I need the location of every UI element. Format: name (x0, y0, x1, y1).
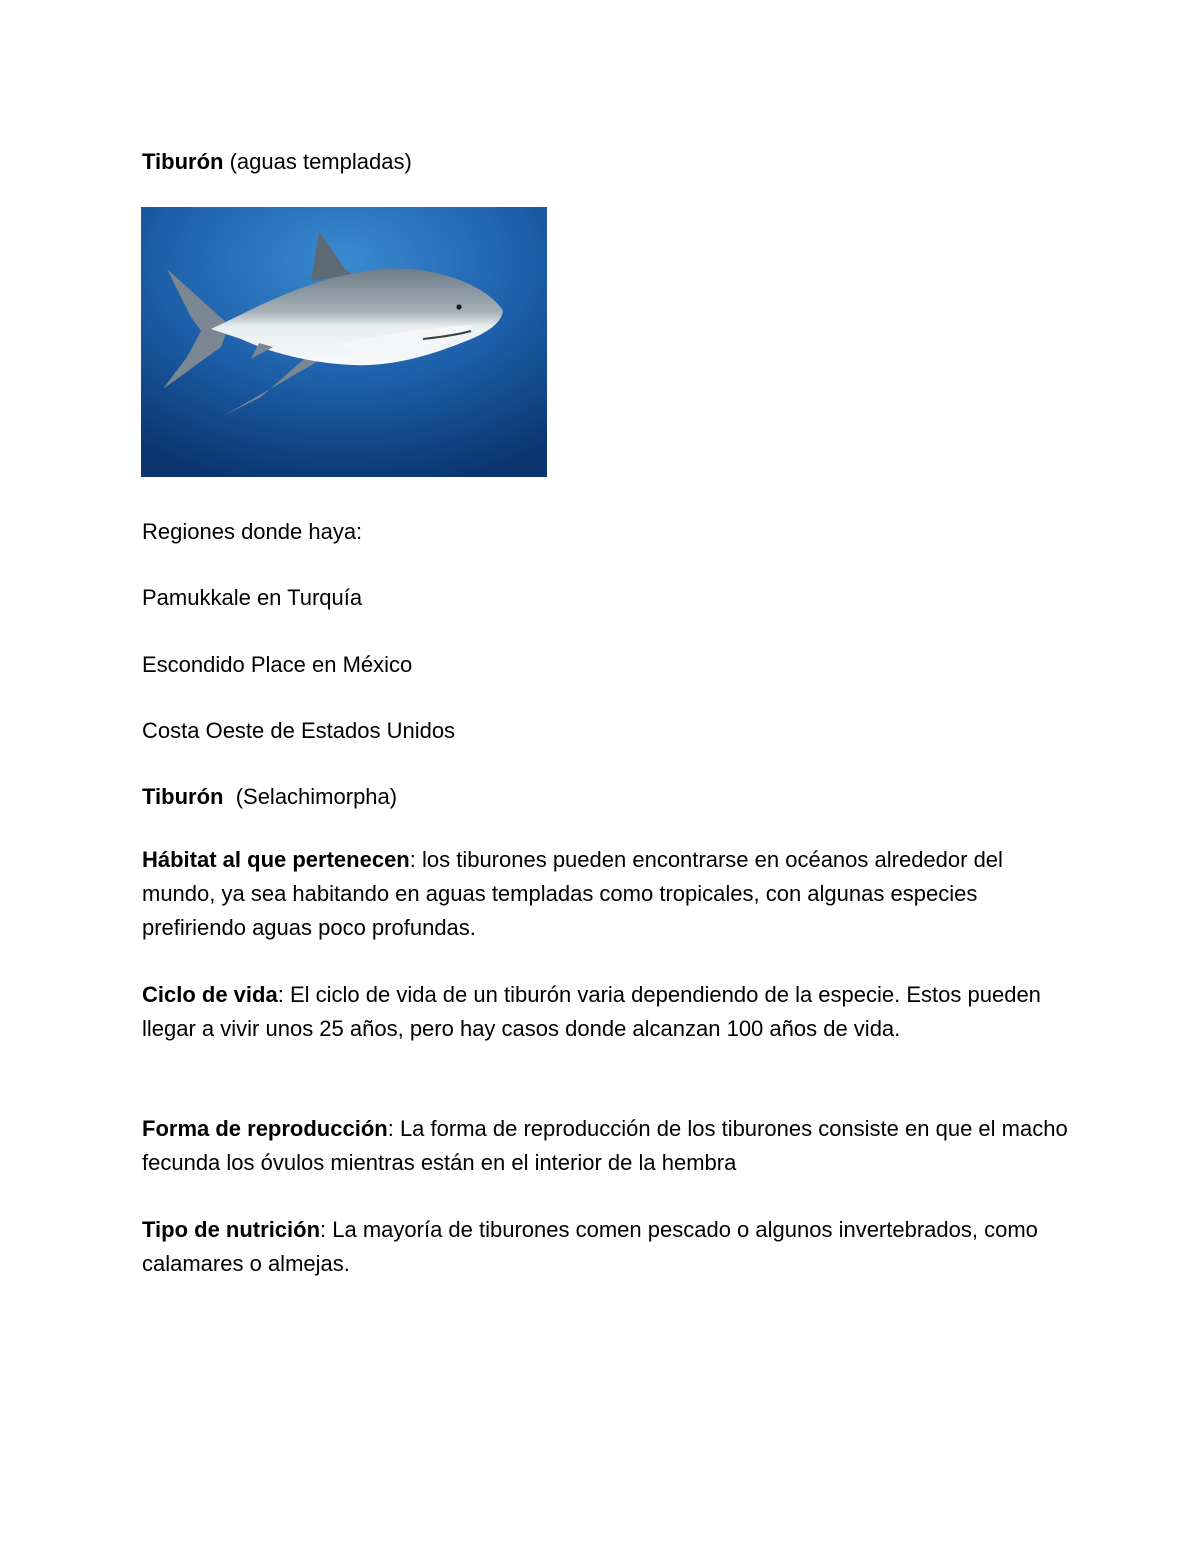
shark-photo (141, 207, 547, 477)
region-item: Costa Oeste de Estados Unidos (142, 718, 456, 743)
title-rest: (aguas templadas) (223, 149, 412, 174)
species-heading (142, 780, 397, 813)
species-rest: (Selachimorpha) (223, 784, 398, 809)
section-text: : los tiburones pueden encontrarse en océanos alrededor del mundo, ya sea habitando en aguas templadas como tropicales, con algunas especies prefiriendo aguas poco profundas. (142, 847, 1003, 940)
section-label: Tipo de nutrición (142, 1217, 321, 1242)
section-text: : La mayoría de tiburones comen pescado o algunos invertebrados, como calamares o almejas. (142, 1217, 1038, 1276)
section-habitat (142, 843, 1072, 945)
title-heading (142, 145, 412, 178)
region-item: Pamukkale en Turquía (142, 585, 363, 610)
species-bold: Tiburón (142, 784, 224, 809)
section-reproduction (142, 1112, 1072, 1180)
section-text: : La forma de reproducción de los tiburones consiste en que el macho fecunda los óvulos mientras están en el interior de la hembra (142, 1116, 1068, 1175)
title-bold: Tiburón (142, 149, 224, 174)
section-nutrition (142, 1213, 1072, 1281)
section-label: Forma de reproducción (142, 1116, 388, 1141)
regions-intro: Regiones donde haya: (142, 519, 363, 544)
section-life-cycle (142, 978, 1072, 1046)
section-text: : El ciclo de vida de un tiburón varia dependiendo de la especie. Estos pueden llegar a vivir unos 25 años, pero hay casos donde alcanzan 100 años de vida. (142, 982, 1041, 1041)
section-label: Ciclo de vida (142, 982, 278, 1007)
region-item: Escondido Place en México (142, 652, 413, 677)
section-label: Hábitat al que pertenecen (142, 847, 410, 872)
